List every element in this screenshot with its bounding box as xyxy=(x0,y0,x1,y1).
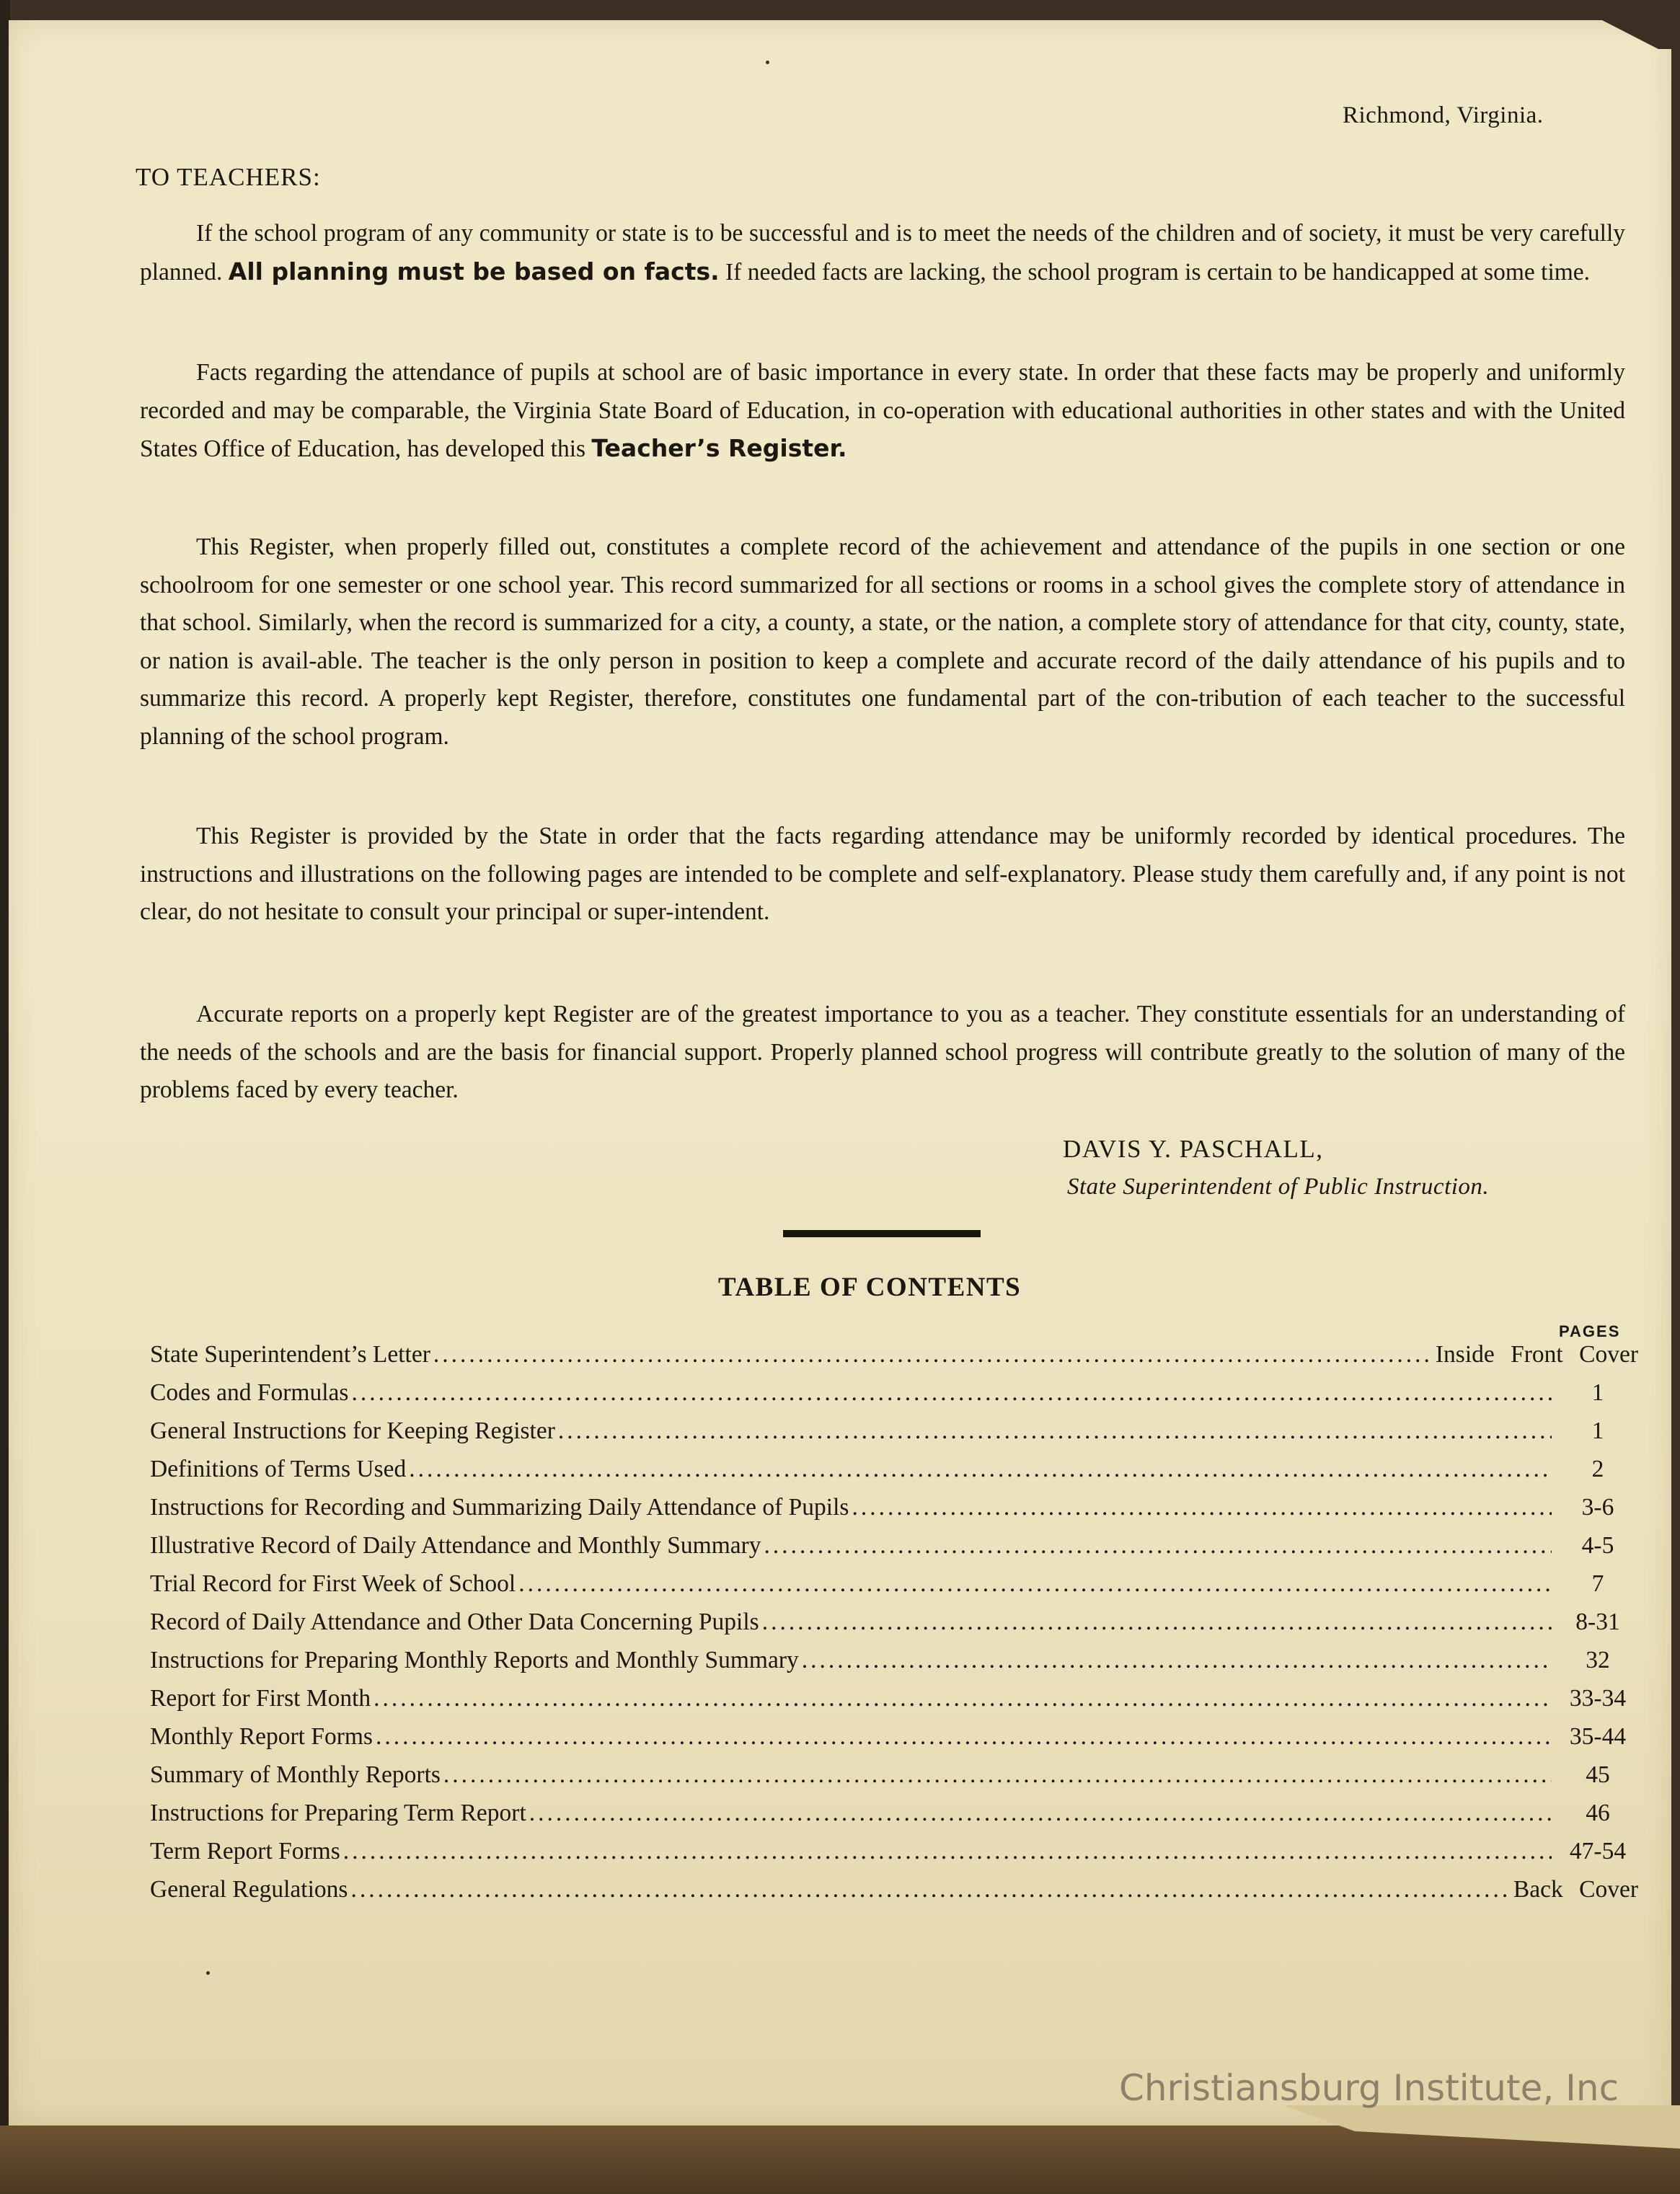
toc-entry-page: 1 xyxy=(1591,1417,1604,1444)
paragraph-text: If needed facts are lacking, the school program is certain to be handicapped at some time. xyxy=(725,258,1591,286)
toc-leader-dots xyxy=(852,1494,1552,1521)
signature-title: State Superintendent of Public Instruction. xyxy=(1067,1174,1490,1200)
toc-entry-title: General Regulations xyxy=(150,1876,348,1903)
toc-leader-dots xyxy=(529,1800,1552,1827)
toc-entry-title: Instructions for Preparing Monthly Reports and Monthly Summary xyxy=(150,1647,799,1673)
toc-entry-page: 7 xyxy=(1591,1570,1604,1597)
paragraph-emphasis: Teacher’s Register. xyxy=(591,434,847,462)
toc-entry xyxy=(150,1761,1641,1800)
toc-pages-label: PAGES xyxy=(1559,1322,1621,1340)
paragraph-text: This Register, when properly filled out, constitutes a complete record of the achievement and attendance of the pupils in one section or one schoolroom for one semester or one school year. This record summarized for all sections or rooms in a school gives the complete story of attendance in that school. Similarly, when the record is summarized for a city, a county, a state, or the nation, a complete story of attendance for that city, county, state, or nation is avail-able. The teacher is the only person in position to keep a complete and accurate record of the daily attendance of his pupils and to summarize this record. A properly kept Register, therefore, constitutes one fundamental part of the con-tribution of each teacher to the successful planning of the school program. xyxy=(140,534,1625,750)
section-divider xyxy=(783,1230,981,1237)
toc-leader-dots xyxy=(558,1417,1552,1445)
toc-entry-page: Inside Front Cover xyxy=(1435,1341,1638,1368)
toc-entry-page: 2 xyxy=(1591,1456,1604,1482)
paragraph-text: If the school program of any community or state is to be successful and is to meet the needs of the children and of society, it must be very carefully planned. xyxy=(140,220,1625,286)
paragraph-text: This Register is provided by the State in order that the facts regarding attendance may be uniformly recorded by identical procedures. The instructions and illustrations on the following pages are intended to be complete and self-explanatory. Please study them carefully and, if any point is not clear, do not hesitate to consult your principal or super-intendent. xyxy=(140,823,1625,925)
toc-leader-dots xyxy=(409,1456,1552,1483)
paragraph-emphasis: All planning must be based on facts. xyxy=(228,257,720,286)
toc-leader-dots xyxy=(764,1532,1552,1560)
toc-leader-dots xyxy=(351,1379,1552,1407)
toc-leader-dots xyxy=(373,1685,1552,1712)
archive-watermark: Christiansburg Institute, Inc xyxy=(1119,2067,1619,2109)
toc-entry xyxy=(150,1838,1641,1876)
toc-entry-title: Definitions of Terms Used xyxy=(150,1456,407,1482)
toc-entry-title: Instructions for Preparing Term Report xyxy=(150,1800,526,1826)
place-line: Richmond, Virginia. xyxy=(1343,102,1544,128)
toc-entry-page: 32 xyxy=(1586,1647,1610,1673)
toc-entry xyxy=(150,1647,1641,1685)
toc-entry-page: 1 xyxy=(1591,1379,1604,1406)
toc-leader-dots xyxy=(518,1570,1552,1598)
toc-entry-title: Illustrative Record of Daily Attendance and Monthly Summary xyxy=(150,1532,761,1559)
toc-entry-title: Record of Daily Attendance and Other Data Concerning Pupils xyxy=(150,1609,759,1635)
signature-name: DAVIS Y. PASCHALL, xyxy=(1063,1135,1324,1163)
paper-speck xyxy=(766,61,769,64)
paragraph-text: Facts regarding the attendance of pupils at school are of basic importance in every state. In order that these facts may be properly and uniformly recorded and may be comparable, the Virginia State Board of Education, in co-operation with educational authorities in other states and with the United States Office of Education, has developed this xyxy=(140,359,1625,462)
toc-entry xyxy=(150,1341,1641,1379)
toc-entry-page: 46 xyxy=(1586,1800,1610,1826)
toc-entry xyxy=(150,1494,1641,1532)
toc-leader-dots xyxy=(376,1723,1552,1751)
toc-entry-page: 4-5 xyxy=(1581,1532,1614,1559)
toc-entry-title: Trial Record for First Week of School xyxy=(150,1570,516,1597)
toc-entry-title: State Superintendent’s Letter xyxy=(150,1341,430,1368)
toc-leader-dots xyxy=(350,1876,1510,1903)
toc-entry-title: Term Report Forms xyxy=(150,1838,340,1865)
toc-entry xyxy=(150,1456,1641,1494)
toc-entry xyxy=(150,1609,1641,1647)
letter-paragraph xyxy=(140,818,1625,932)
toc-entry xyxy=(150,1723,1641,1761)
toc-entry xyxy=(150,1800,1641,1838)
toc-entry xyxy=(150,1570,1641,1609)
toc-entry-page: 35-44 xyxy=(1569,1723,1627,1750)
toc-entry-title: Monthly Report Forms xyxy=(150,1723,373,1750)
salutation: TO TEACHERS: xyxy=(136,163,321,191)
letter-paragraph xyxy=(140,528,1625,756)
toc-entry-title: Summary of Monthly Reports xyxy=(150,1761,441,1788)
paper-speck xyxy=(206,1971,210,1975)
toc-entry xyxy=(150,1379,1641,1417)
toc-entry-title: Instructions for Recording and Summarizing Daily Attendance of Pupils xyxy=(150,1494,849,1521)
toc-leader-dots xyxy=(343,1838,1552,1865)
toc-entry-page: 8-31 xyxy=(1575,1609,1620,1635)
toc-entry-page: 3-6 xyxy=(1581,1494,1614,1521)
toc-entry-title: Codes and Formulas xyxy=(150,1379,349,1406)
toc-entry-page: Back Cover xyxy=(1513,1876,1638,1903)
toc-entry xyxy=(150,1417,1641,1456)
toc-entry-title: Report for First Month xyxy=(150,1685,371,1712)
letter-paragraph xyxy=(140,215,1625,291)
toc-heading: TABLE OF CONTENTS xyxy=(718,1273,1022,1302)
toc-entry xyxy=(150,1685,1641,1723)
toc-entry-page: 45 xyxy=(1586,1761,1610,1788)
toc-entry xyxy=(150,1876,1641,1914)
toc-entry-title: General Instructions for Keeping Register xyxy=(150,1417,555,1444)
toc-entry-page: 47-54 xyxy=(1569,1838,1627,1865)
toc-entry-page: 33-34 xyxy=(1569,1685,1627,1712)
toc-leader-dots xyxy=(802,1647,1552,1674)
toc-entry xyxy=(150,1532,1641,1570)
toc-leader-dots xyxy=(433,1341,1433,1368)
letter-paragraph xyxy=(140,996,1625,1110)
letter-paragraph xyxy=(140,354,1625,469)
table-of-contents xyxy=(150,1341,1641,1914)
toc-leader-dots xyxy=(762,1609,1552,1636)
underlying-folder xyxy=(0,2126,1680,2194)
paragraph-text: Accurate reports on a properly kept Register are of the greatest importance to you as a teacher. They constitute essentials for an understanding of the needs of the schools and are the basis for financial support. Properly planned school progress will contribute greatly to the solution of many of the problems faced by every teacher. xyxy=(140,1001,1625,1103)
toc-leader-dots xyxy=(443,1761,1552,1789)
page-corner-tear xyxy=(1585,20,1671,49)
